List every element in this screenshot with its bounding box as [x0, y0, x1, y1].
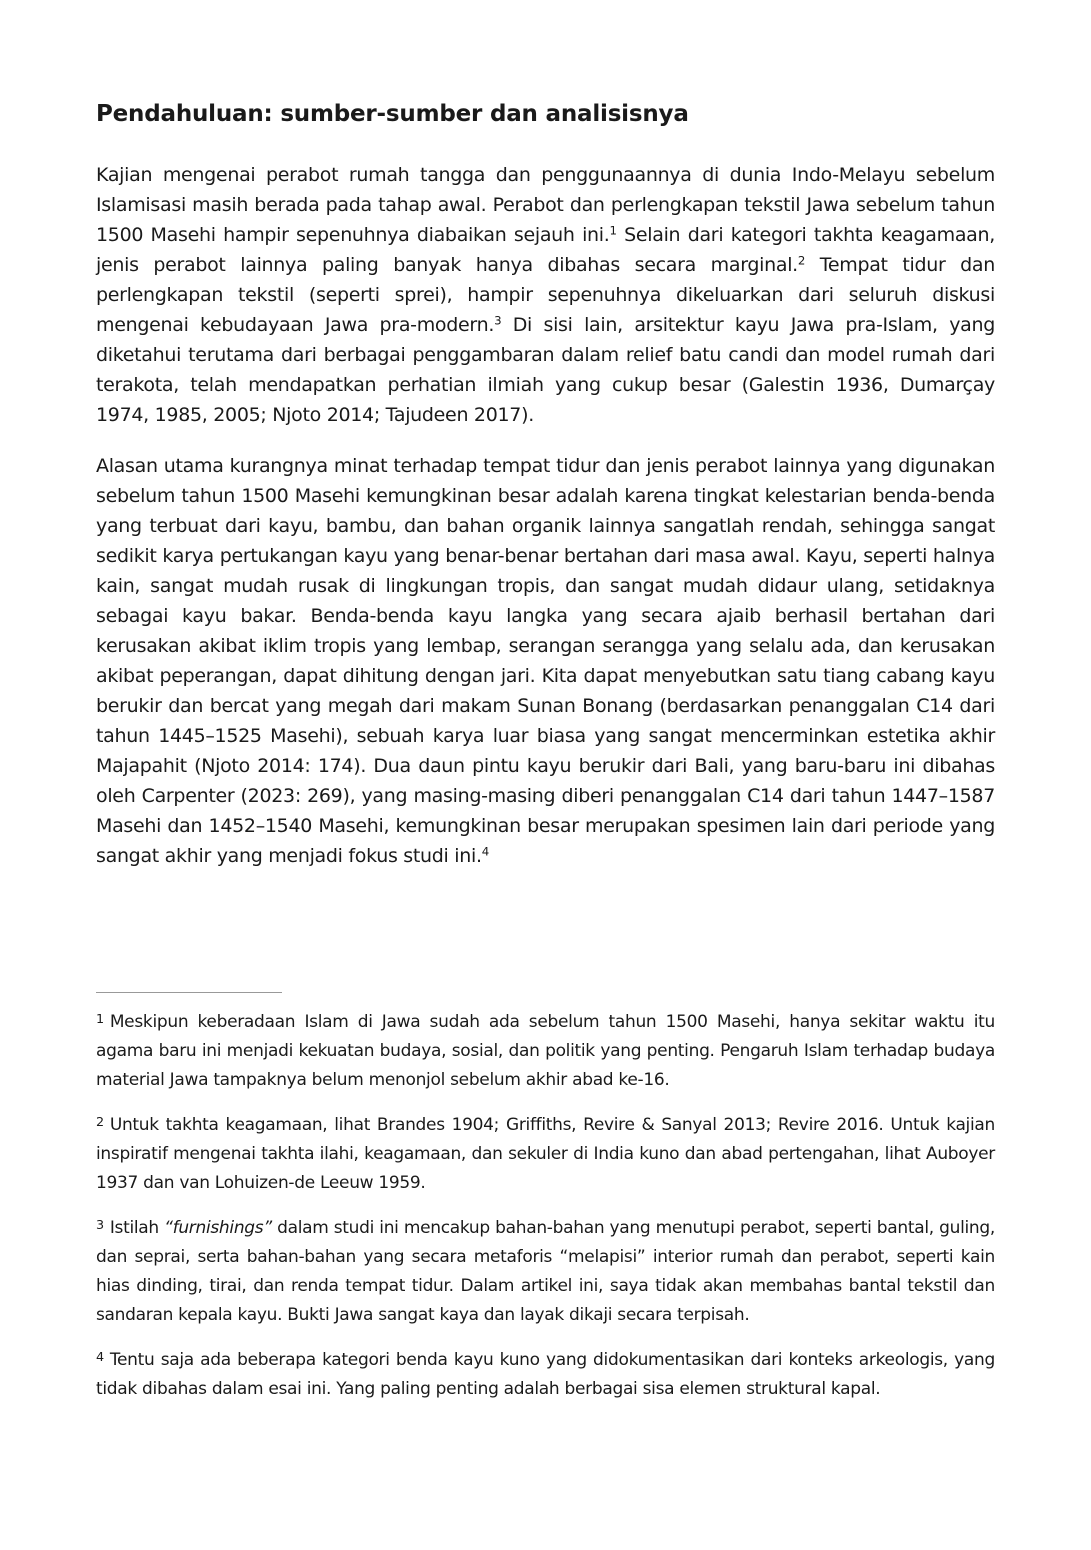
footnote-ref-3[interactable]: 3	[494, 313, 502, 328]
footnote-3	[96, 1214, 995, 1330]
body-text	[96, 160, 995, 871]
footnote-text: Meskipun keberadaan Islam di Jawa sudah ada sebelum tahun 1500 Masehi, hanya sekitar waktu itu agama baru ini menjadi kekuatan budaya, sosial, dan politik yang penting. Pengaruh Islam terhadap budaya material Jawa tampaknya belum menonjol sebelum akhir abad ke-16.	[96, 1012, 995, 1090]
footnote-2	[96, 1111, 995, 1198]
section-heading: Pendahuluan: sumber-sumber dan analisisnya	[96, 101, 689, 127]
paragraph-1-sentence-1: Kajian mengenai perabot rumah tangga dan penggunaannya di dunia Indo-Melayu sebelum Islamisasi masih berada pada tahap awal. Perabot dan perlengkapan tekstil Jawa sebelum tahun 1500 Masehi hampir sepenuhnya diabaikan sejauh ini.	[96, 164, 995, 246]
paragraph-1-sentence-3: Tempat tidur dan perlengkapan tekstil (seperti sprei), hampir sepenuhnya dikeluarkan dari seluruh diskusi mengenai kebudayaan Jawa pra-modern.	[96, 254, 996, 336]
footnote-divider	[96, 992, 282, 993]
footnote-number: 3	[96, 1217, 104, 1233]
footnote-lead: Istilah	[109, 1218, 165, 1238]
document-page	[96, 96, 995, 892]
footnote-term: “furnishings”	[164, 1218, 272, 1238]
paragraph-2-text: Alasan utama kurangnya minat terhadap tempat tidur dan jenis perabot lainnya yang digunakan sebelum tahun 1500 Masehi kemungkinan besar adalah karena tingkat kelestarian benda-benda yang terbuat dari kayu, bambu, dan bahan organik lainnya sangatlah rendah, sehingga sangat sedikit karya pertukangan kayu yang benar-benar bertahan dari masa awal. Kayu, seperti halnya kain, sangat mudah rusak di lingkungan tropis, dan sangat mudah didaur ulang, setidaknya sebagai kayu bakar. Benda-benda kayu langka yang secara ajaib berhasil bertahan dari kerusakan akibat iklim tropis yang lembap, serangan serangga yang selalu ada, dan kerusakan akibat peperangan, dapat dihitung dengan jari. Kita dapat menyebutkan satu tiang cabang kayu berukir dan bercat yang megah dari makam Sunan Bonang (berdasarkan penanggalan C14 dari tahun 1445–1525 Masehi), sebuah karya luar biasa yang sangat mencerminkan estetika akhir Majapahit (Njoto 2014: 174). Dua daun pintu kayu berukir dari Bali, yang baru-baru ini dibahas oleh Carpenter (2023: 269), yang masing-masing diberi penanggalan C14 dari tahun 1447–1587 Masehi dan 1452–1540 Masehi, kemungkinan besar merupakan spesimen lain dari periode yang sangat akhir yang menjadi fokus studi ini.	[96, 455, 995, 867]
footnote-number: 2	[96, 1114, 104, 1130]
footnote-4	[96, 1346, 995, 1404]
footnote-text: dalam studi ini mencakup bahan-bahan yang menutupi perabot, seperti bantal, guling, dan seprai, serta bahan-bahan yang secara metaforis “melapisi” interior rumah dan perabot, seperti kain hias dinding, tirai, dan renda tempat tidur. Dalam artikel ini, saya tidak akan membahas bantal tekstil dan sandaran kepala kayu. Bukti Jawa sangat kaya dan layak dikaji secara terpisah.	[96, 1218, 995, 1325]
footnotes	[96, 1008, 995, 1420]
footnote-ref-1[interactable]: 1	[609, 223, 617, 238]
footnote-ref-4[interactable]: 4	[481, 844, 489, 859]
footnote-number: 1	[96, 1011, 104, 1027]
footnote-number: 4	[96, 1349, 104, 1365]
paragraph-1	[96, 160, 995, 430]
paragraph-2	[96, 451, 995, 871]
footnote-text: Untuk takhta keagamaan, lihat Brandes 1904; Griffiths, Revire & Sanyal 2013; Revire 2016. Untuk kajian inspiratif mengenai takhta ilahi, keagamaan, dan sekuler di India kuno dan abad pertengahan, lihat Auboyer 1937 dan van Lohuizen-de Leeuw 1959.	[96, 1115, 995, 1193]
footnote-ref-2[interactable]: 2	[797, 253, 806, 268]
paragraph-1-sentence-2: Selain dari kategori takhta keagamaan, jenis perabot lainnya paling banyak hanya dibahas secara marginal.	[96, 224, 995, 276]
footnote-text: Tentu saja ada beberapa kategori benda kayu kuno yang didokumentasikan dari konteks arkeologis, yang tidak dibahas dalam esai ini. Yang paling penting adalah berbagai sisa elemen struktural kapal.	[96, 1350, 995, 1399]
paragraph-1-sentence-4: Di sisi lain, arsitektur kayu Jawa pra-Islam, yang diketahui terutama dari berbagai penggambaran dalam relief batu candi dan model rumah dari terakota, telah mendapatkan perhatian ilmiah yang cukup besar (Galestin 1936, Dumarçay 1974, 1985, 2005; Njoto 2014; Tajudeen 2017).	[96, 314, 995, 426]
footnote-1	[96, 1008, 995, 1095]
